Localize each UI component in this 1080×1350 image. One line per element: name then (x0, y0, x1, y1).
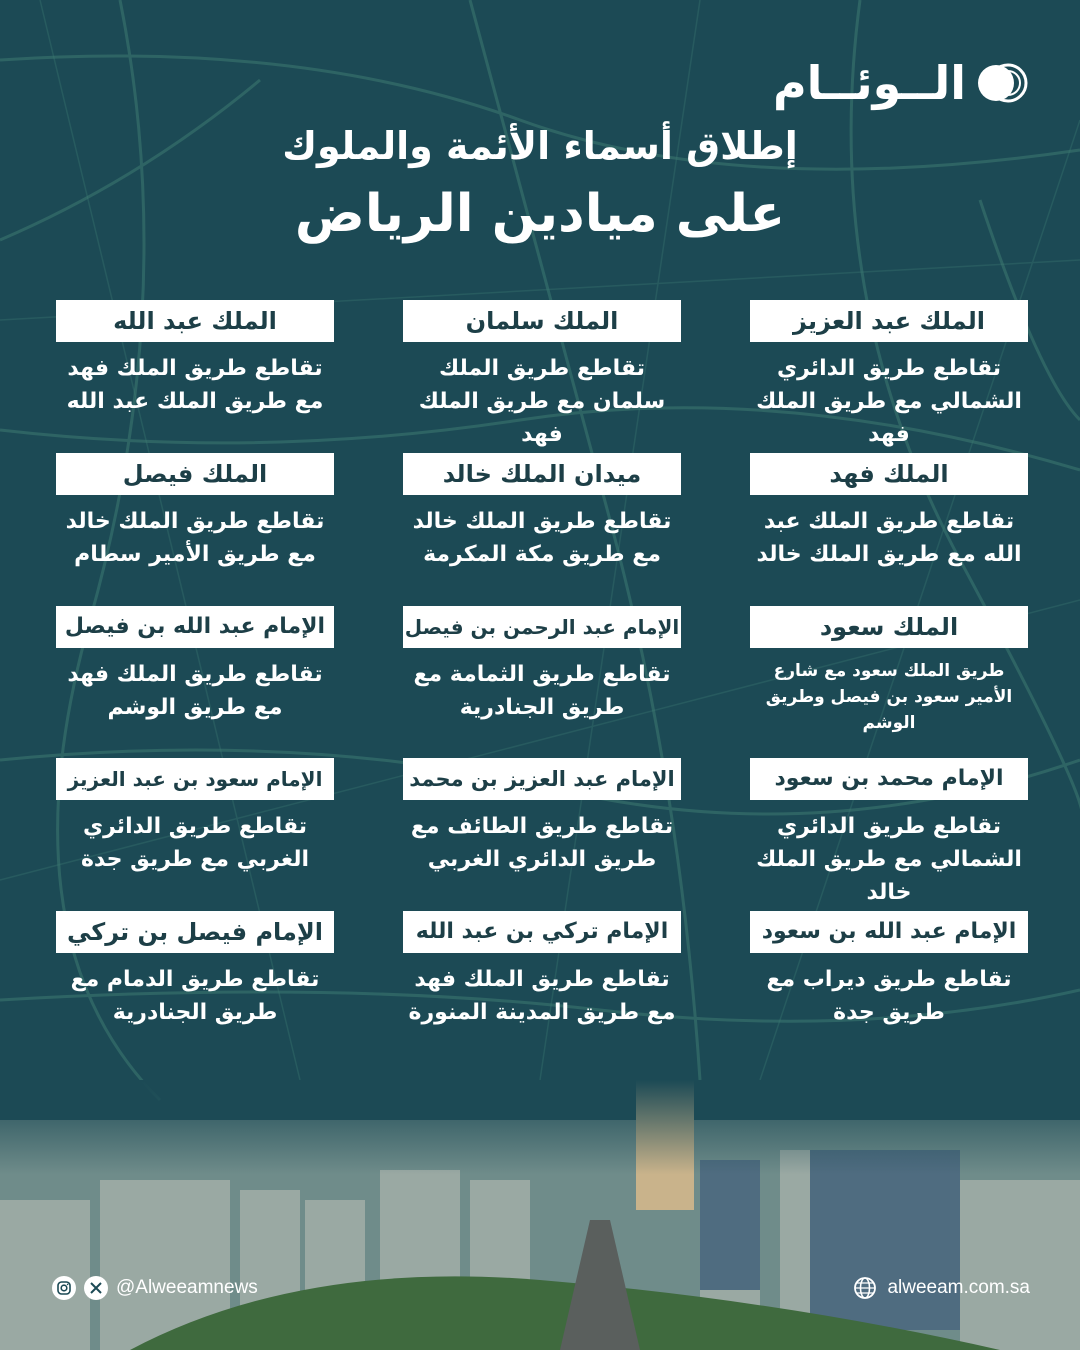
square-name: الإمام محمد بن سعود (750, 758, 1028, 800)
square-card (750, 453, 1028, 571)
instagram-icon[interactable] (52, 1276, 76, 1300)
square-location: تقاطع طريق الدائري الغربي مع طريق جدة (80, 814, 310, 872)
square-name: الملك سلمان (403, 300, 681, 342)
square-location: تقاطع طريق الطائف مع طريق الدائري الغربي (410, 814, 674, 872)
square-card (56, 606, 334, 724)
square-card (56, 300, 334, 418)
square-name: الإمام عبد العزيز بن محمد (403, 758, 681, 800)
square-name: الإمام عبد الله بن فيصل (56, 606, 334, 648)
social-handle-group[interactable] (52, 1274, 258, 1302)
square-card (56, 758, 334, 876)
globe-icon (853, 1276, 877, 1300)
square-name: الإمام عبد الله بن سعود (750, 911, 1028, 953)
square-name: الملك عبد الله (56, 300, 334, 342)
square-location: طريق الملك سعود مع شارع الأمير سعود بن فيصل وطريق الوشم (765, 661, 1013, 733)
square-name: الإمام تركي بن عبد الله (403, 911, 681, 953)
square-location: تقاطع طريق الدائري الشمالي مع طريق الملك فهد (756, 356, 1022, 447)
square-location: تقاطع طريق الملك عبد الله مع طريق الملك خالد (756, 509, 1022, 567)
square-name: الإمام عبد الرحمن بن فيصل (403, 606, 681, 648)
square-name: الإمام سعود بن عبد العزيز (56, 758, 334, 800)
square-name: الإمام فيصل بن تركي (56, 911, 334, 953)
social-handle[interactable]: @Alweeamnews (116, 1277, 258, 1298)
square-location: تقاطع طريق الملك فهد مع طريق الملك عبد الله (66, 356, 324, 414)
square-card (403, 453, 681, 571)
square-card (750, 300, 1028, 451)
square-name: الملك عبد العزيز (750, 300, 1028, 342)
square-card (56, 911, 334, 1029)
square-location: تقاطع طريق الملك خالد مع طريق الأمير سطام (65, 509, 325, 567)
square-location: تقاطع طريق ديراب مع طريق جدة (766, 967, 1012, 1025)
square-card (403, 300, 681, 451)
page-title-line1: إطلاق أسماء الأئمة والملوك (282, 124, 798, 168)
page-title-line2: على ميادين الرياض (294, 184, 786, 244)
square-name: الملك سعود (750, 606, 1028, 648)
logo-text: الــوئــام (772, 56, 966, 110)
square-card (403, 758, 681, 876)
logo-mark-icon (976, 63, 1028, 103)
square-location: تقاطع طريق الثمامة مع طريق الجنادرية (413, 662, 671, 720)
x-icon[interactable] (84, 1276, 108, 1300)
square-location: تقاطع طريق الدائري الشمالي مع طريق الملك خالد (756, 814, 1022, 905)
city-skyline (0, 1080, 1080, 1350)
square-card (403, 606, 681, 724)
square-location: تقاطع طريق الملك فهد مع طريق المدينة المنورة (408, 967, 676, 1025)
brand-logo (773, 56, 1028, 110)
website-url[interactable]: alweeam.com.sa (887, 1277, 1030, 1298)
square-card (750, 758, 1028, 909)
square-location: تقاطع طريق الدمام مع طريق الجنادرية (70, 967, 320, 1025)
square-card (750, 606, 1028, 736)
square-card (403, 911, 681, 1029)
square-name: الملك فهد (750, 453, 1028, 495)
square-location: تقاطع طريق الملك خالد مع طريق مكة المكرمة (412, 509, 672, 567)
square-name: ميدان الملك خالد (403, 453, 681, 495)
website-group[interactable] (853, 1274, 1030, 1302)
square-name: الملك فيصل (56, 453, 334, 495)
square-card (56, 453, 334, 571)
square-location: تقاطع طريق الملك سلمان مع طريق الملك فهد (418, 356, 666, 447)
square-card (750, 911, 1028, 1029)
square-location: تقاطع طريق الملك فهد مع طريق الوشم (67, 662, 323, 720)
